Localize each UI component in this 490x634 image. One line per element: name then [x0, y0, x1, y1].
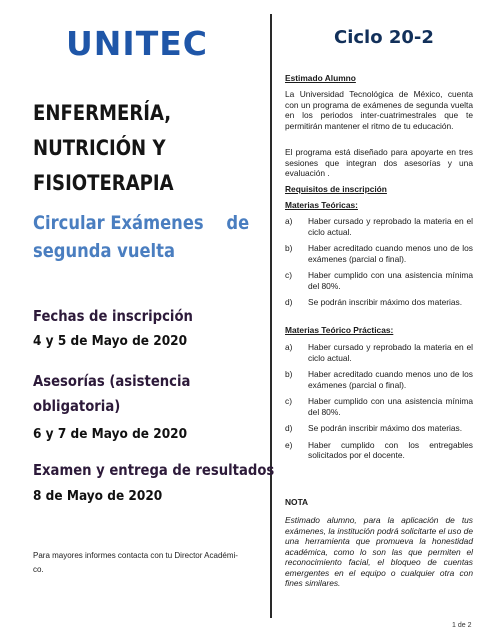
- item-text: Haber cursado y reprobado la materia en el ciclo actual.: [308, 342, 473, 363]
- title-line: ENFERMERÍA,: [33, 101, 172, 125]
- item-letter: e): [285, 439, 293, 450]
- item-letter: b): [285, 243, 293, 253]
- item-letter: b): [285, 369, 293, 379]
- note-heading: NOTA: [285, 497, 309, 507]
- subtitle-line: segunda vuelta: [33, 240, 175, 262]
- item-text: Se podrán inscribir máximo dos materias.: [308, 297, 463, 307]
- contact-line: co.: [33, 565, 44, 574]
- item-letter: c): [285, 396, 292, 406]
- practice-heading: Materias Teórico Prácticas:: [285, 325, 394, 335]
- exam-date: 8 de Mayo de 2020: [33, 488, 163, 504]
- inscription-heading: Fechas de inscripción: [33, 307, 193, 325]
- program-title: [33, 96, 174, 201]
- practice-requirements-list: [285, 342, 473, 467]
- list-item: [285, 423, 473, 434]
- list-item: [285, 243, 473, 264]
- advisory-heading-line: obligatoria): [33, 397, 121, 415]
- program-paragraph: El programa está diseñado para apoyarte en tres sesiones que integran dos asesorías y una evaluación .: [285, 147, 473, 178]
- item-letter: a): [285, 216, 293, 226]
- item-letter: c): [285, 270, 292, 280]
- column-divider: [270, 14, 272, 618]
- theory-requirements-list: [285, 216, 473, 314]
- circular-subtitle: [33, 209, 249, 265]
- note-paragraph: Estimado alumno, para la aplicación de tus exámenes, la institución podrá solicitarte el uso de una herramienta que promueva la honestidad académica, como lo son las que permiten el reconocimiento facial, el bloqueo de cuentas emergentes en el equipo o cualquier otra con fines similares.: [285, 515, 473, 588]
- list-item: [285, 396, 473, 417]
- unitec-logo: UNITEC: [66, 24, 208, 63]
- item-text: Se podrán inscribir máximo dos materias.: [308, 423, 463, 433]
- advisory-heading: [33, 369, 190, 419]
- inscription-date: 4 y 5 de Mayo de 2020: [33, 333, 188, 349]
- item-text: Haber acreditado cuando menos uno de los exámenes (parcial o final).: [308, 369, 473, 390]
- contact-note: [33, 549, 245, 577]
- exam-heading: Examen y entrega de resultados: [33, 461, 275, 479]
- title-line: FISIOTERAPIA: [33, 171, 174, 195]
- item-text: Haber cumplido con una asistencia mínima del 80%.: [308, 270, 473, 291]
- item-letter: d): [285, 297, 293, 307]
- contact-line: Para mayores informes contacta con tu Director Académi-: [33, 551, 238, 560]
- list-item: [285, 297, 473, 308]
- advisory-heading-line: Asesorías (asistencia: [33, 372, 191, 390]
- title-line: NUTRICIÓN Y: [33, 136, 166, 160]
- advisory-date: 6 y 7 de Mayo de 2020: [33, 426, 188, 442]
- page-number: 1 de 2: [452, 622, 472, 629]
- item-text: Haber acreditado cuando menos uno de los exámenes (parcial o final).: [308, 243, 473, 264]
- theory-heading: Materias Teóricas:: [285, 200, 358, 210]
- requirements-heading: Requisitos de inscripción: [285, 184, 387, 194]
- item-text: Haber cumplido con una asistencia mínima del 80%.: [308, 396, 473, 417]
- subtitle-line: Circular Exámenes de: [33, 212, 250, 234]
- greeting: Estimado Alumno: [285, 73, 356, 83]
- cycle-label: Ciclo 20-2: [334, 27, 434, 48]
- list-item: [285, 342, 473, 363]
- list-item: [285, 270, 473, 291]
- intro-paragraph: La Universidad Tecnológica de México, cuenta con un programa de exámenes de segunda vuelta en los periodos inter-cuatrimestrales que te permitirán mantener el ritmo de tu educación.: [285, 89, 473, 131]
- item-letter: a): [285, 342, 293, 352]
- item-letter: d): [285, 423, 293, 433]
- item-text: Haber cursado y reprobado la materia en el ciclo actual.: [308, 216, 473, 237]
- list-item: [285, 216, 473, 237]
- list-item: [285, 440, 473, 461]
- item-text: Haber cumplido con los entregables solicitados por el docente.: [308, 439, 473, 460]
- list-item: [285, 369, 473, 390]
